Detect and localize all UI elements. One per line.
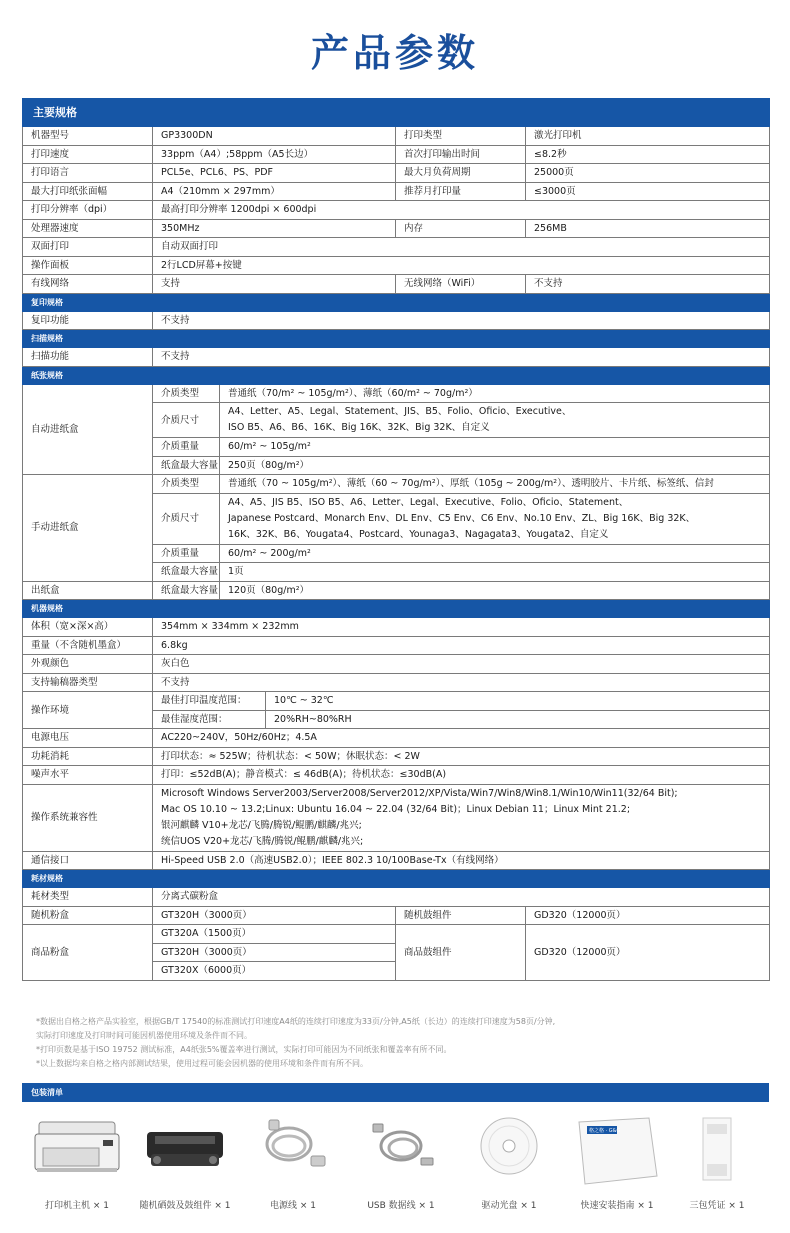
toner-label: 商品粉盒: [23, 925, 153, 981]
table-row: [23, 692, 770, 711]
toner-drum-icon: [137, 1112, 233, 1182]
duplex-value: 自动双面打印: [153, 238, 770, 257]
table-row: [23, 925, 770, 944]
tray-capacity-label: 纸盒最大容量: [153, 456, 220, 475]
interface-label: 通信接口: [23, 851, 153, 870]
model-value: GP3300DN: [153, 127, 396, 146]
quick-guide-icon: [569, 1112, 665, 1188]
os-line: Mac OS 10.10 ~ 13.2;Linux: Ubuntu 16.04 ~ 22.04 (32/64 Bit)；Linux Debian 11；Linux Mint 21.2;: [161, 803, 631, 815]
table-row: [23, 747, 770, 766]
model-label: 机器型号: [23, 127, 153, 146]
printer-icon: [29, 1112, 125, 1182]
copy-header: 复印规格: [23, 293, 770, 311]
table-row: [23, 673, 770, 692]
manual-size-line: Japanese Postcard、Monarch Env、DL Env、C5 Env、C6 Env、No.10 Env、ZL、Big 16K、Big 32K、: [228, 512, 696, 524]
panel-label: 操作面板: [23, 256, 153, 275]
speed-value: 33ppm（A4）;58ppm（A5长边）: [153, 145, 396, 164]
table-row: [23, 182, 770, 201]
footnote-line: *以上数据均来自格之格内部测试结果，使用过程可能会因机器的使用环境和条件而有所不同。: [36, 1059, 368, 1068]
auto-tray-label: 自动进纸盒: [23, 384, 153, 475]
table-row: [23, 384, 770, 403]
package-label: 打印机主机 × 1: [45, 1201, 109, 1211]
package-list: [22, 1112, 769, 1222]
table-row: [23, 729, 770, 748]
output-label: 出纸盒: [23, 581, 153, 600]
bundled-toner-value: GT320H（3000页）: [153, 906, 396, 925]
consumable-type-value: 分离式碳粉盒: [153, 888, 770, 907]
wifi-value: 不支持: [526, 275, 770, 294]
table-row: [23, 475, 770, 494]
media-type-label: 介质类型: [153, 384, 220, 403]
power-cord-icon: [245, 1112, 341, 1182]
package-label: 三包凭证 × 1: [689, 1201, 745, 1211]
os-line: 统信UOS V20+龙芯/飞腾/腾锐/鲲鹏/麒麟/兆兴;: [161, 835, 364, 847]
table-row: [23, 201, 770, 220]
scan-value: 不支持: [153, 348, 770, 367]
interface-value: Hi-Speed USB 2.0（高速USB2.0）；IEEE 802.3 10/100Base-Tx（有线网络）: [153, 851, 770, 870]
main-spec-header: 主要规格: [23, 99, 770, 127]
max-paper-label: 最大打印纸张面幅: [23, 182, 153, 201]
media-type-label: 介质类型: [153, 475, 220, 494]
table-row: [23, 581, 770, 600]
wired-value: 支持: [153, 275, 396, 294]
cpu-value: 350MHz: [153, 219, 396, 238]
section-header-paper: [23, 366, 770, 384]
package-label: 电源线 × 1: [270, 1201, 316, 1211]
print-type-label: 打印类型: [396, 127, 526, 146]
footnote-line: *打印页数是基于ISO 19752 测试标准，A4纸张5%覆盖率进行测试，实际打印可能因为不同纸张和覆盖率有所不同。: [36, 1045, 452, 1054]
auto-size-line: A4、Letter、A5、Legal、Statement、JIS、B5、Folio、Oficio、Executive、: [228, 406, 572, 417]
weight-label: 重量（不含随机墨盒）: [23, 636, 153, 655]
package-header: 包装清单: [22, 1083, 769, 1102]
package-item-power-cord: [238, 1112, 348, 1222]
draft-value: 不支持: [153, 673, 770, 692]
max-paper-value: A4（210mm × 297mm）: [153, 182, 396, 201]
table-row: [23, 275, 770, 294]
color-value: 灰白色: [153, 655, 770, 674]
color-label: 外观颜色: [23, 655, 153, 674]
section-header-copy: [23, 293, 770, 311]
copy-label: 复印功能: [23, 311, 153, 330]
consumable-header: 耗材规格: [23, 870, 770, 888]
table-row: [23, 784, 770, 851]
footnote-line: *数据出自格之格产品实验室，根据GB/T 17540的标准测试打印速度A4纸的连续打印速度为33页/分钟,A5纸（长边）的连续打印速度为58页/分钟,: [36, 1017, 556, 1026]
package-item-usb-cable: [346, 1112, 456, 1222]
section-header-main: [23, 99, 770, 127]
table-row: [23, 636, 770, 655]
size-value: 354mm × 334mm × 232mm: [153, 618, 770, 637]
media-weight-label: 介质重量: [153, 544, 220, 563]
power-label: 电源电压: [23, 729, 153, 748]
consumption-value: 打印状态：≈ 525W；待机状态：< 50W；休眠状态：< 2W: [153, 747, 770, 766]
os-line: Microsoft Windows Server2003/Server2008/Server2012/XP/Vista/Win7/Win8/Win8.1/Win10/Win11(32/64 Bit);: [161, 787, 678, 799]
first-page-value: ≤8.2秒: [526, 145, 770, 164]
toner-a-value: GT320A（1500页）: [153, 925, 396, 944]
auto-weight-value: 60/m² ~ 105g/m²: [220, 438, 770, 457]
auto-capacity-value: 250页（80g/m²）: [220, 456, 770, 475]
scan-label: 扫描功能: [23, 348, 153, 367]
package-label: 快速安装指南 × 1: [580, 1201, 654, 1211]
package-item-cd: [454, 1112, 564, 1222]
manual-tray-label: 手动进纸盒: [23, 475, 153, 582]
scan-header: 扫描规格: [23, 330, 770, 348]
section-header-scan: [23, 330, 770, 348]
auto-type-value: 普通纸（70/m² ~ 105g/m²）、薄纸（60/m² ~ 70g/m²）: [220, 384, 770, 403]
table-row: [23, 145, 770, 164]
bundled-drum-label: 随机鼓组件: [396, 906, 526, 925]
toner-x-value: GT320X（6000页）: [153, 962, 396, 981]
package-item-printer: [22, 1112, 132, 1222]
spec-table: [22, 98, 770, 981]
output-capacity-value: 120页（80g/m²）: [220, 581, 770, 600]
package-label: 随机硒鼓及鼓组件 × 1: [139, 1201, 231, 1211]
panel-value: 2行LCD屏幕+按键: [153, 256, 770, 275]
package-item-warranty: [662, 1112, 772, 1222]
resolution-value: 最高打印分辨率 1200dpi × 600dpi: [153, 201, 770, 220]
package-item-drum: [130, 1112, 240, 1222]
manual-size-line: 16K、32K、B6、Yougata4、Postcard、Younaga3、Nagagata3、Yougata2、自定义: [228, 528, 609, 540]
manual-capacity-value: 1页: [220, 563, 770, 582]
paper-header: 纸张规格: [23, 366, 770, 384]
wired-label: 有线网络: [23, 275, 153, 294]
weight-value: 6.8kg: [153, 636, 770, 655]
consumption-label: 功耗消耗: [23, 747, 153, 766]
table-row: [23, 906, 770, 925]
cpu-label: 处理器速度: [23, 219, 153, 238]
cd-icon: [461, 1112, 557, 1182]
memory-value: 256MB: [526, 219, 770, 238]
power-value: AC220~240V，50Hz/60Hz；4.5A: [153, 729, 770, 748]
memory-label: 内存: [396, 219, 526, 238]
drum-label: 商品鼓组件: [396, 925, 526, 981]
table-row: [23, 655, 770, 674]
os-label: 操作系统兼容性: [23, 784, 153, 851]
speed-label: 打印速度: [23, 145, 153, 164]
footnotes: [36, 1015, 756, 1071]
bundled-drum-value: GD320（12000页）: [526, 906, 770, 925]
table-row: [23, 766, 770, 785]
table-row: [23, 256, 770, 275]
env-label: 操作环境: [23, 692, 153, 729]
rec-volume-value: ≤3000页: [526, 182, 770, 201]
manual-size-line: A4、A5、JIS B5、ISO B5、A6、Letter、Legal、Executive、Folio、Oficio、Statement、: [228, 496, 629, 508]
table-row: [23, 618, 770, 637]
table-row: [23, 127, 770, 146]
max-duty-label: 最大月负荷周期: [396, 164, 526, 183]
section-header-machine: [23, 600, 770, 618]
footnote-line: 实际打印速度及打印时间可能因机器使用环境及条件而不同。: [36, 1031, 252, 1040]
consumable-type-label: 耗材类型: [23, 888, 153, 907]
lang-label: 打印语言: [23, 164, 153, 183]
auto-size-line: ISO B5、A6、B6、16K、Big 16K、32K、Big 32K、自定义: [228, 422, 490, 433]
media-size-label: 介质尺寸: [153, 403, 220, 438]
print-type-value: 激光打印机: [526, 127, 770, 146]
os-value: [153, 784, 770, 851]
lang-value: PCL5e、PCL6、PS、PDF: [153, 164, 396, 183]
manual-type-value: 普通纸（70 ~ 105g/m²）、薄纸（60 ~ 70g/m²）、厚纸（105g ~ 200g/m²）、透明胶片、卡片纸、标签纸、信封: [220, 475, 770, 494]
table-row: [23, 238, 770, 257]
usb-cable-icon: [353, 1112, 449, 1182]
manual-size-value: [220, 493, 770, 544]
rec-volume-label: 推荐月打印量: [396, 182, 526, 201]
table-row: [23, 888, 770, 907]
table-row: [23, 219, 770, 238]
section-header-consumable: [23, 870, 770, 888]
drum-value: GD320（12000页）: [526, 925, 770, 981]
package-label: 驱动光盘 × 1: [481, 1201, 537, 1211]
duplex-label: 双面打印: [23, 238, 153, 257]
first-page-label: 首次打印输出时间: [396, 145, 526, 164]
table-row: [23, 851, 770, 870]
noise-value: 打印：≤52dB(A)；静音模式：≤ 46dB(A)；待机状态：≤30dB(A): [153, 766, 770, 785]
tray-capacity-label: 纸盒最大容量: [153, 563, 220, 582]
max-duty-value: 25000页: [526, 164, 770, 183]
wifi-label: 无线网络（WiFi）: [396, 275, 526, 294]
auto-size-value: [220, 403, 770, 438]
temp-value: 10℃ ~ 32℃: [266, 692, 770, 711]
tray-capacity-label: 纸盒最大容量: [153, 581, 220, 600]
bundled-toner-label: 随机粉盒: [23, 906, 153, 925]
noise-label: 噪声水平: [23, 766, 153, 785]
manual-weight-value: 60/m² ~ 200g/m²: [220, 544, 770, 563]
draft-label: 支持输稿器类型: [23, 673, 153, 692]
toner-h-value: GT320H（3000页）: [153, 943, 396, 962]
table-row: [23, 311, 770, 330]
copy-value: 不支持: [153, 311, 770, 330]
table-row: [23, 348, 770, 367]
humidity-value: 20%RH~80%RH: [266, 710, 770, 729]
machine-header: 机器规格: [23, 600, 770, 618]
resolution-label: 打印分辨率（dpi）: [23, 201, 153, 220]
size-label: 体积（宽×深×高）: [23, 618, 153, 637]
guide-cover-text: 格之格 · G&G: [589, 1128, 621, 1134]
os-line: 银河麒麟 V10+龙芯/飞腾/腾锐/鲲鹏/麒麟/兆兴;: [161, 819, 362, 831]
temp-label: 最佳打印温度范围：: [153, 692, 266, 711]
page-title: 产品参数: [310, 31, 479, 75]
media-size-label: 介质尺寸: [153, 493, 220, 544]
warranty-card-icon: [669, 1112, 765, 1188]
humidity-label: 最佳湿度范围：: [153, 710, 266, 729]
table-row: [23, 164, 770, 183]
package-label: USB 数据线 × 1: [367, 1201, 435, 1211]
media-weight-label: 介质重量: [153, 438, 220, 457]
